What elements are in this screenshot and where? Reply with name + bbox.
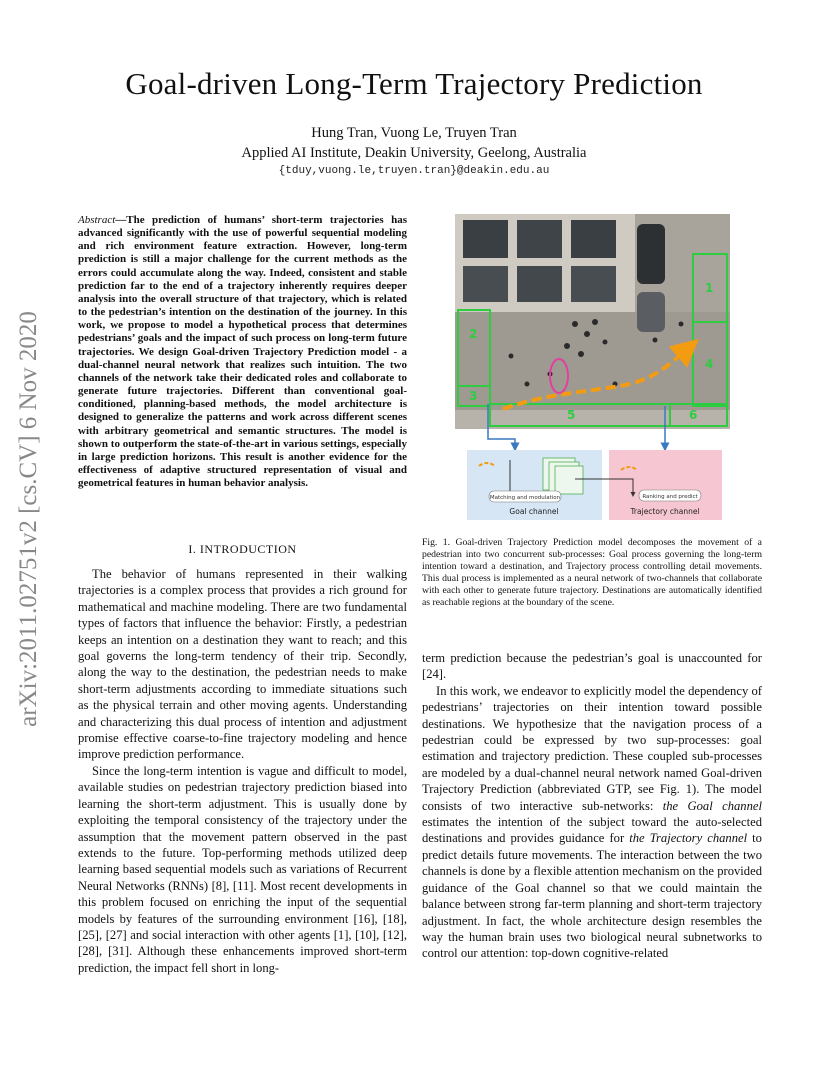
scene-photo (455, 214, 730, 429)
intro-continuation: term prediction because the pedestrian’s goal is unaccounted for [24]. (422, 651, 762, 682)
affiliation: Applied AI Institute, Deakin University, Geelong, Australia (241, 145, 587, 161)
author-list: Hung Tran, Vuong Le, Truyen Tran (311, 125, 517, 141)
region-label-2: 2 (469, 327, 478, 341)
intro-right-column (422, 650, 762, 962)
abstract-lead: Abstract (78, 214, 116, 226)
arxiv-stamp (6, 284, 52, 754)
trajectory-channel-label: Trajectory channel (630, 507, 700, 516)
region-label-3: 3 (469, 389, 478, 403)
region-label-1: 1 (705, 281, 714, 295)
region-label-5: 5 (567, 408, 576, 422)
intro-paragraph-2: Since the long-term intention is vague and difficult to model, available studies on pedestrian trajectory prediction biased into learning the short-term adjustment. This is usually done by exploiting the temporal consistency of the trajectory under the assumption that the movement pattern observed in the past extends to the future. Top-performing methods utilized deep learning based sequential models such as variations of Recurrent Neural Networks (RNNs) [8], [11]. Most recent developments in this problem focused on enriching the input of the sequential models by features of the surrounding environment [16], [18], [25], [27] and social interaction with other agents [1], [10], [12], [28], [31]. Although these enhancements improved short-term prediction, the impact fell short in long- (78, 763, 407, 975)
section-heading-introduction: I. INTRODUCTION (188, 542, 297, 556)
paper-title: Goal-driven Long-Term Trajectory Prediction (125, 66, 703, 101)
intro-paragraph-1: The behavior of humans represented in their walking trajectories is a complex process that provides a rich ground for mathematical and machine modeling. There are two fundamental types of factors that influence the behavior: Firstly, a pedestrian keeps an intention on a destination they want to reach; and this goal governs the long-term tendency of their trip. Secondly, along the way to the destination, the pedestrian needs to make short-term adjustments according to immediate situations such as the physical terrain and other moving agents. Understanding and characterizing this dual process of intention and adjustment promise effective coarse-to-fine trajectory modeling and hence improve prediction performance. (78, 567, 407, 762)
abstract (78, 214, 407, 490)
p3-text-c: to predict details future movements. The interaction between the two channels is done by a flexible attention mechanism on the provided guidance of the Goal channel so that we could maintain the balance between strong far-term planning and short-term trajectory adjustment. In fact, the whole architecture design resembles the way the human brain uses two biological neural subnetworks to control our attention: top-down cognitive-related (422, 831, 762, 961)
intro-left-column (78, 566, 407, 976)
p3-trajectory-channel-em: the Trajectory channel (629, 831, 748, 846)
figure-1 (455, 214, 730, 526)
abstract-text: —The prediction of humans’ short-term trajectories has advanced significantly with the use of powerful sequential modeling and rich environment feature extraction. However, long-term prediction is still a major challenge for the current methods as the errors could accumulate along the way. Indeed, consistent and stable prediction far to the end of a trajectory inherently requires deeper analysis into the overall structure of that trajectory, which is related to the pedestrian’s intention on the destination of the journey. In this work, we propose to model a hypothetical process that determines pedestrians’ goals and the impact of such process on long-term future trajectories. We design Goal-driven Trajectory Prediction model - a dual-channel neural network that realizes such intuition. The two channels of the network take their dedicated roles and collaborate to generate future trajectories. Different than conventional goal-conditioned, planning-based methods, the model architecture is designed to generalize the patterns and work across different scenes with arbitrary geometrical and semantic structures. The model is shown to outperform the state-of-the-art in various settings, especially in large prediction horizons. This result is another evidence for the effectiveness of adaptive structured representation of visual and geometrical features in human behavior analysis. (78, 214, 407, 490)
intro-paragraph-3 (422, 683, 762, 962)
author-email: {tduy,vuong.le,truyen.tran}@deakin.edu.au (278, 165, 550, 177)
p3-text-b: estimates the intention of the subject toward the auto-selected destinations and provides guidance for (422, 815, 762, 846)
arxiv-id: arXiv:2011.02751v2 [cs.CV] 6 Nov 2020 (15, 311, 42, 727)
goal-channel-label: Goal channel (509, 507, 559, 516)
matching-modulation-label: Matching and modulation (489, 495, 561, 501)
p3-goal-channel-em: the Goal channel (662, 798, 762, 813)
ranking-predict-label: Ranking and predict (642, 494, 698, 500)
p3-text-a: In this work, we endeavor to explicitly model the dependency of pedestrians’ trajectories on their intention toward possible destinations. We hypothesize that the navigation process of a pedestrian could be expressed by two sup-processes: goal estimation and trajectory prediction. These coupled sub-processes are modeled by a dual-channel neural network named Goal-driven Trajectory Prediction (abbreviated GTP, see Fig. 1). The model consists of two interactive sub-networks: (422, 683, 762, 813)
figure-1-caption: Fig. 1. Goal-driven Trajectory Prediction model decomposes the movement of a pedestrian into two concurrent sub-processes: Goal process governing the long-term intention toward a destination, and Trajectory process controlling detail movements. This dual process is implemented as a neural network of two-channels that collaborate with each other to generate future trajectory. Destinations are automatically identified as reachable regions at the boundary of the scene. (422, 537, 762, 608)
figure-1-illustration (455, 214, 730, 526)
goal-channel-panel (467, 450, 602, 520)
region-label-6: 6 (689, 408, 698, 422)
region-label-4: 4 (705, 357, 714, 371)
